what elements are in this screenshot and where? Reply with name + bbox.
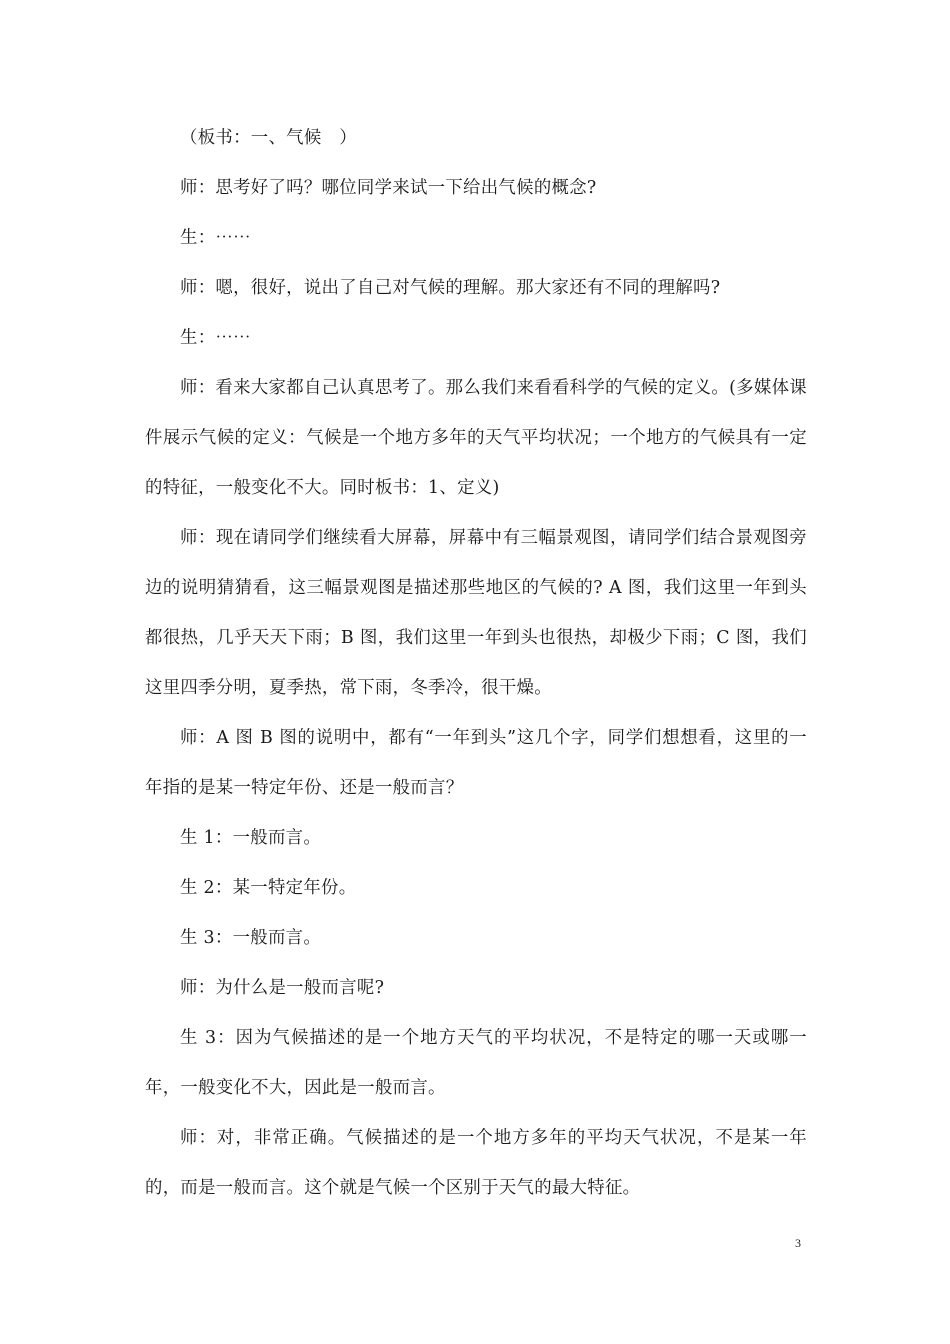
paragraph-student-reply: 生：⋯⋯ — [180, 228, 251, 248]
paragraph-student-3-explanation: 生 3：因为气候描述的是一个地方天气的平均状况，不是特定的哪一天或哪一年，一般变化不大，因此是一般而言。 — [145, 1028, 807, 1098]
document-body — [145, 113, 807, 1213]
paragraph-student-1: 生 1：一般而言。 — [180, 828, 322, 848]
paragraph-landscape-images: 师：现在请同学们继续看大屏幕，屏幕中有三幅景观图，请同学们结合景观图旁边的说明猜猜看，这三幅景观图是描述那些地区的气候的? A 图，我们这里一年到头都很热，几乎天天下雨；B 图，我们这里一年到头也很热，却极少下雨；C 图，我们这里四季分明，夏季热，常下雨，冬季冷，很干燥。 — [145, 528, 807, 698]
paragraph-board-note: （板书：一、气候 ） — [180, 128, 357, 148]
paragraph-teacher-question: 师：思考好了吗？哪位同学来试一下给出气候的概念? — [180, 178, 597, 198]
paragraph-teacher-conclusion: 师：对，非常正确。气候描述的是一个地方多年的平均天气状况，不是某一年的，而是一般而言。这个就是气候一个区别于天气的最大特征。 — [145, 1128, 807, 1198]
paragraph-student-3: 生 3：一般而言。 — [180, 928, 322, 948]
paragraph-teacher-year-question: 师：A 图 B 图的说明中，都有“一年到头”这几个字，同学们想想看，这里的一年指的是某一特定年份、还是一般而言？ — [145, 728, 807, 798]
page-number: 3 — [795, 1236, 801, 1250]
paragraph-teacher-why: 师：为什么是一般而言呢? — [180, 978, 385, 998]
paragraph-teacher-followup: 师：嗯，很好，说出了自己对气候的理解。那大家还有不同的理解吗? — [180, 278, 721, 298]
paragraph-student-reply: 生：⋯⋯ — [180, 328, 251, 348]
paragraph-climate-definition: 师：看来大家都自己认真思考了。那么我们来看看科学的气候的定义。(多媒体课件展示气候的定义：气候是一个地方多年的天气平均状况；一个地方的气候具有一定的特征，一般变化不大。同时板书：1、定义) — [145, 378, 807, 498]
paragraph-student-2: 生 2：某一特定年份。 — [180, 878, 357, 898]
